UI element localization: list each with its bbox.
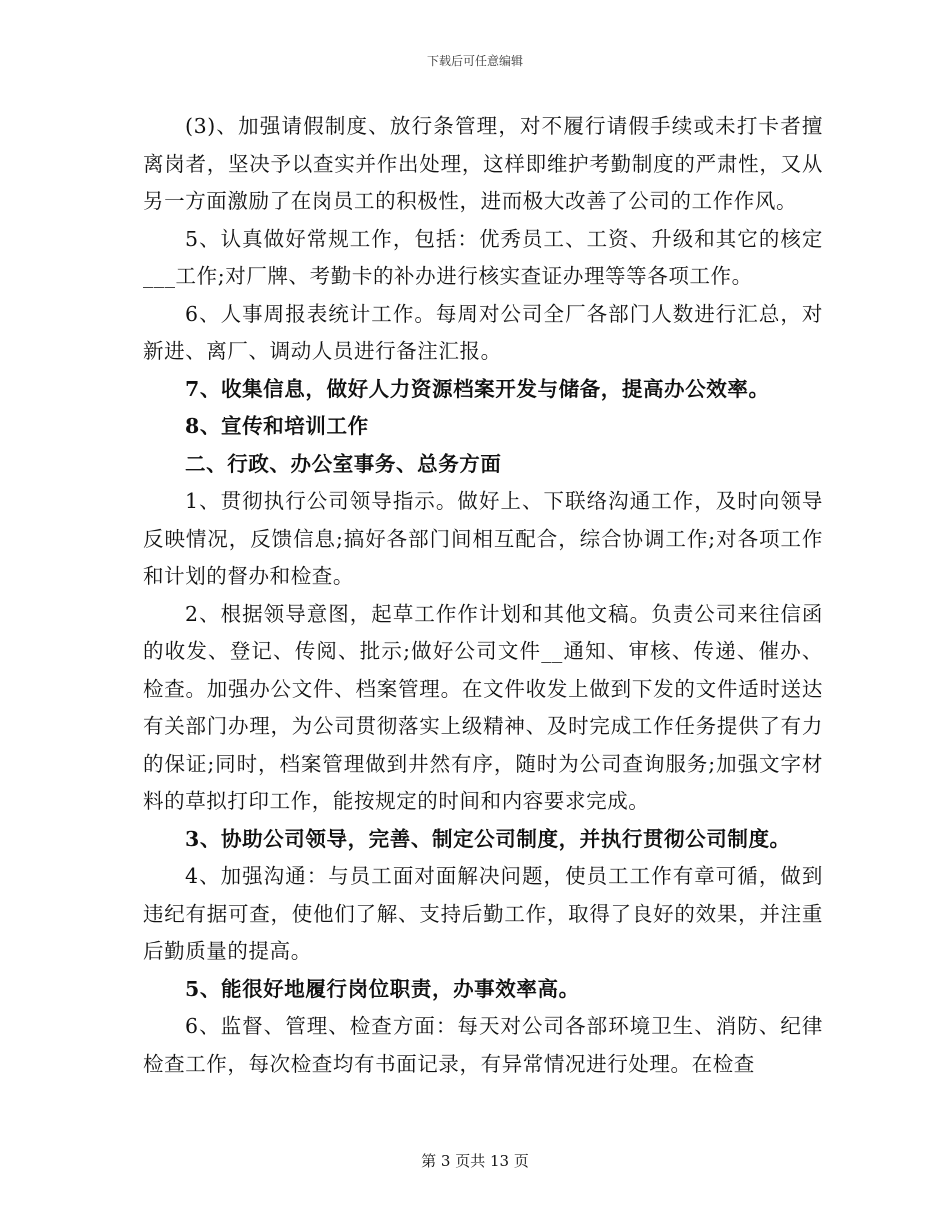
page-number-footer: 第 3 页共 13 页 <box>421 1152 529 1170</box>
paragraph: 6、人事周报表统计工作。每周对公司全厂各部门人数进行汇总，对新进、离厂、调动人员进行备注汇报。 <box>143 301 823 363</box>
paragraph: 5、认真做好常规工作，包括：优秀员工、工资、升级和其它的核定___工作;对厂牌、考勤卡的补办进行核实查证办理等等各项工作。 <box>143 226 823 288</box>
paragraph: 2、根据领导意图，起草工作作计划和其他文稿。负责公司来往信函的收发、登记、传阅、批示;做好公司文件__通知、审核、传递、催办、检查。加强办公文件、档案管理。在文件收发上做到下发的文件适时送达有关部门办理，为公司贯彻落实上级精神、及时完成工作任务提供了有力的保证;同时，档案管理做到井然有序，随时为公司查询服务;加强文字材料的草拟打印工作，能按规定的时间和内容要求完成。 <box>143 601 823 813</box>
section-heading: 8、宣传和培训工作 <box>185 414 369 438</box>
paragraph: 6、监督、管理、检查方面：每天对公司各部环境卫生、消防、纪律检查工作，每次检查均有书面记录，有异常情况进行处理。在检查 <box>143 1014 823 1076</box>
paragraph: 4、加强沟通：与员工面对面解决问题，使员工工作有章可循，做到违纪有据可查，使他们了解、支持后勤工作，取得了良好的效果，并注重后勤质量的提高。 <box>143 864 823 963</box>
bold-paragraph: 3、协助公司领导，完善、制定公司制度，并执行贯彻公司制度。 <box>185 826 791 851</box>
document-body <box>143 108 823 1083</box>
page-header: 下载后可任意编辑 <box>426 54 523 68</box>
paragraph: 1、贯彻执行公司领导指示。做好上、下联络沟通工作，及时向领导反映情况，反馈信息;搞好各部门间相互配合，综合协调工作;对各项工作和计划的督办和检查。 <box>143 489 823 588</box>
bold-paragraph: 7、收集信息，做好人力资源档案开发与储备，提高办公效率。 <box>185 376 770 401</box>
paragraph: (3)、加强请假制度、放行条管理，对不履行请假手续或未打卡者擅离岗者，坚决予以查实并作出处理，这样即维护考勤制度的严肃性，又从另一方面激励了在岗员工的积极性，进而极大改善了公司的工作作风。 <box>143 114 823 213</box>
section-heading: 二、行政、办公室事务、总务方面 <box>185 451 502 476</box>
bold-paragraph: 5、能很好地履行岗位职责，办事效率高。 <box>185 976 580 1001</box>
